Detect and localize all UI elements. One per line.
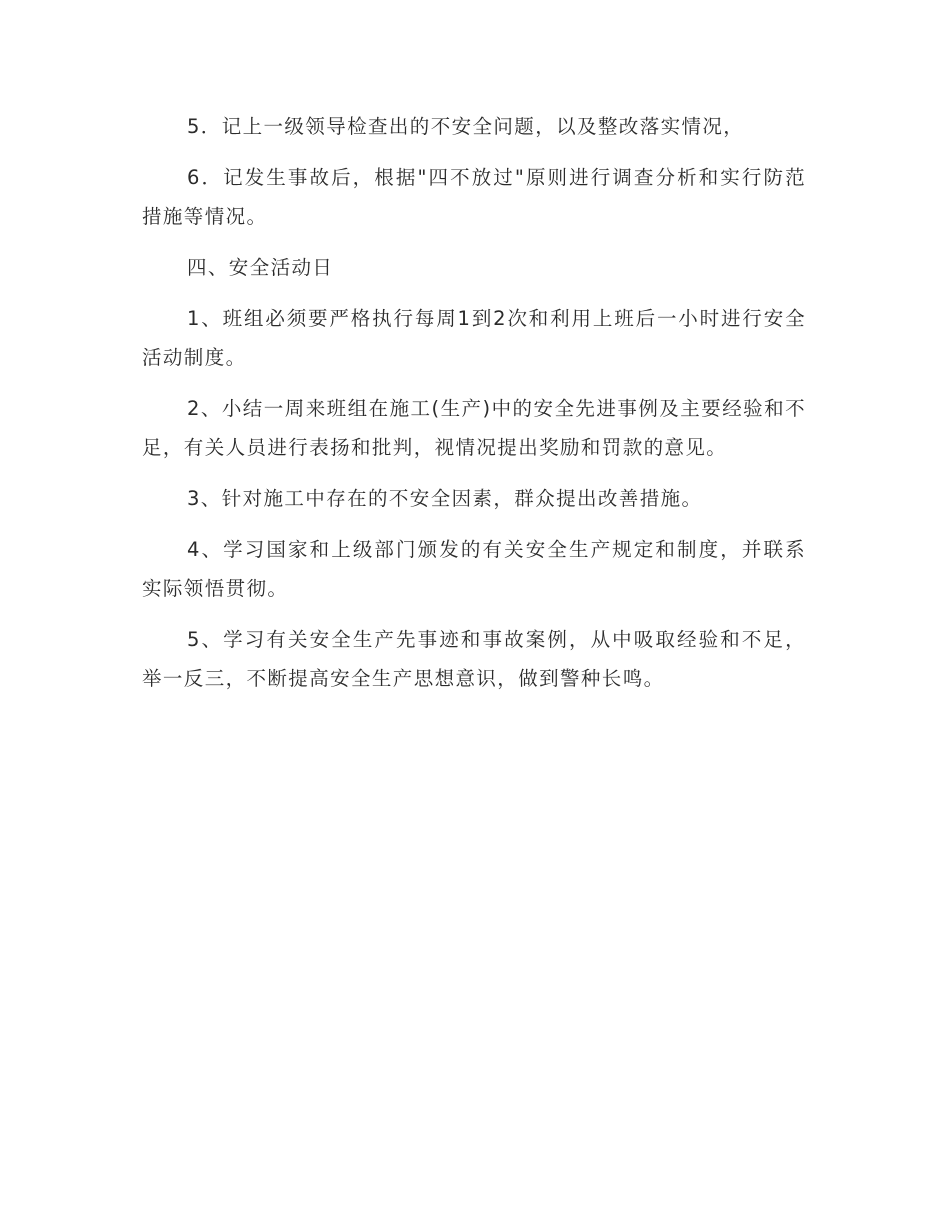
- section-item-2: 2、小结一周来班组在施工(生产)中的安全先进事例及主要经验和不足，有关人员进行表扬和批判，视情况提出奖励和罚款的意见。: [142, 397, 806, 459]
- paragraph-item-6: 6．记发生事故后，根据"四不放过"原则进行调查分析和实行防范措施等情况。: [142, 166, 806, 228]
- section-item-4: 4、学习国家和上级部门颁发的有关安全生产规定和制度，并联系实际领悟贯彻。: [142, 538, 806, 600]
- paragraph-item-5: 5．记上一级领导检查出的不安全问题，以及整改落实情况，: [187, 115, 745, 138]
- document-page: [142, 107, 806, 710]
- section-item-1: 1、班组必须要严格执行每周1到2次和利用上班后一小时进行安全活动制度。: [142, 307, 806, 369]
- section-item-3: 3、针对施工中存在的不安全因素，群众提出改善措施。: [187, 487, 703, 510]
- section-item-5: 5、学习有关安全生产先事迹和事故案例，从中吸取经验和不足，举一反三，不断提高安全生产思想意识，做到警种长鸣。: [142, 628, 806, 690]
- section-heading: 四、安全活动日: [187, 256, 334, 279]
